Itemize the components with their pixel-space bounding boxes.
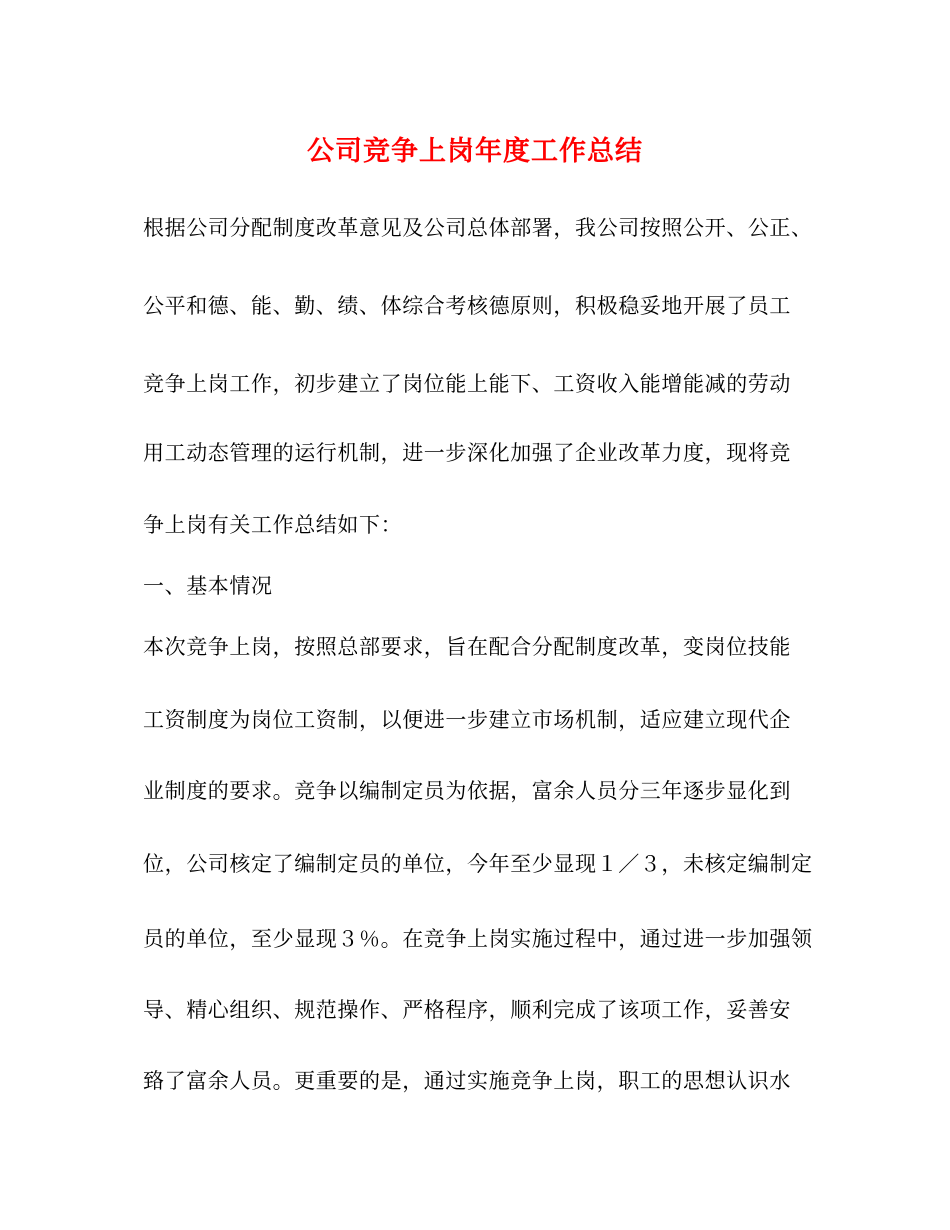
paragraph-line: 工资制度为岗位工资制，以便进一步建立市场机制，适应建立现代企: [143, 708, 791, 732]
paragraph-line: 导、精心组织、规范操作、严格程序，顺利完成了该项工作，妥善安: [143, 998, 791, 1022]
section-heading: 一、基本情况: [143, 574, 273, 598]
paragraph-line: 公平和德、能、勤、绩、体综合考核德原则，积极稳妥地开展了员工: [143, 294, 791, 318]
paragraph-line: 本次竞争上岗，按照总部要求，旨在配合分配制度改革，变岗位技能: [143, 635, 791, 659]
paragraph-line: 竞争上岗工作，初步建立了岗位能上能下、工资收入能增能减的劳动: [143, 372, 791, 396]
paragraph-line: 位，公司核定了编制定员的单位，今年至少显现１／３，未核定编制定: [143, 852, 813, 876]
paragraph-line: 争上岗有关工作总结如下：: [143, 513, 403, 537]
paragraph-line: 员的单位，至少显现３％。在竞争上岗实施过程中，通过进一步加强领: [143, 927, 813, 951]
paragraph-line: 业制度的要求。竞争以编制定员为依据，富余人员分三年逐步显化到: [143, 779, 791, 803]
document-title: 公司竞争上岗年度工作总结: [307, 136, 643, 167]
paragraph-line: 臵了富余人员。更重要的是，通过实施竞争上岗，职工的思想认识水: [143, 1069, 791, 1093]
paragraph-line: 根据公司分配制度改革意见及公司总体部署，我公司按照公开、公正、: [143, 216, 813, 240]
paragraph-line: 用工动态管理的运行机制，进一步深化加强了企业改革力度，现将竞: [143, 441, 791, 465]
